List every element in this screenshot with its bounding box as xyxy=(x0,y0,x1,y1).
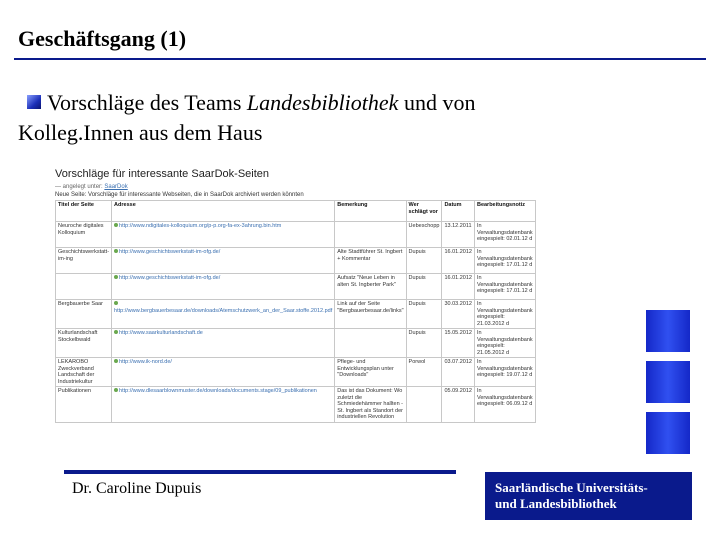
cell-address[interactable] xyxy=(112,222,335,248)
logo-line2: und Landesbibliothek xyxy=(495,496,617,511)
bullet-text-line2: Kolleg.Innen aus dem Haus xyxy=(18,120,263,145)
cell-note: In Verwaltungsdatenbank eingespielt: 06.09.12 d xyxy=(474,387,535,423)
column-header: Adresse xyxy=(112,201,335,222)
globe-icon xyxy=(114,249,118,253)
screenshot-note: Neue Seite: Vorschläge für interessante Webseiten, die in SaarDok archiviert werden könnten xyxy=(55,192,304,198)
column-header: Datum xyxy=(442,201,475,222)
cell-date: 05.09.2012 xyxy=(442,387,475,423)
table-row xyxy=(56,222,536,248)
bullet-text xyxy=(27,88,475,117)
cell-title: Publikationen xyxy=(56,387,112,423)
cell-note: In Verwaltungsdatenbank eingespielt: 21.03.2012 d xyxy=(474,300,535,329)
globe-icon xyxy=(114,275,118,279)
saardok-link[interactable]: SaarDok xyxy=(104,184,128,190)
decor-square-1 xyxy=(646,310,690,352)
cell-note: In Verwaltungsdatenbank eingespielt: 17.01.12 d xyxy=(474,248,535,274)
cell-proposer: Dupuis xyxy=(406,248,442,274)
cell-remark: Link auf der Seite "Bergbauerbesaar.de/links" xyxy=(335,300,406,329)
cell-remark: Das ist das Dokument: Wo zuletzt die Schmiedehämmer hallten - St. Ingbert als Standort der industriellen Revolution xyxy=(335,387,406,423)
globe-icon xyxy=(114,359,118,363)
footer-divider xyxy=(64,470,456,474)
globe-icon xyxy=(114,223,118,227)
logo-line1: Saarländische Universitäts- xyxy=(495,480,648,495)
cell-note: In Verwaltungsdatenbank eingespielt: 02.01.12 d xyxy=(474,222,535,248)
table-header-row xyxy=(56,201,536,222)
title-divider xyxy=(14,58,706,60)
cell-proposer: Dupuis xyxy=(406,300,442,329)
footer-author: Dr. Caroline Dupuis xyxy=(72,480,202,497)
cell-remark: Alte Stadtführer St. Ingbert + Kommentar xyxy=(335,248,406,274)
bullet-square-icon xyxy=(27,95,41,109)
cell-date: 16.01.2012 xyxy=(442,274,475,300)
cell-address[interactable] xyxy=(112,329,335,358)
cell-remark xyxy=(335,329,406,358)
table-row xyxy=(56,358,536,387)
cell-date: 03.07.2012 xyxy=(442,358,475,387)
address-link[interactable]: http://www.dlesaarblownmuster.de/downloads/documents.stage/09_publikationen xyxy=(119,388,317,394)
cell-date: 30.03.2012 xyxy=(442,300,475,329)
globe-icon xyxy=(114,388,118,392)
slide-title: Geschäftsgang (1) xyxy=(18,26,187,51)
cell-proposer: Dupuis xyxy=(406,329,442,358)
embedded-screenshot xyxy=(50,165,533,447)
decor-square-2 xyxy=(646,361,690,403)
screenshot-title: Vorschläge für interessante SaarDok-Seiten xyxy=(55,168,270,180)
address-link[interactable]: http://www.ndigitales-kolloquium.org/p-p.org-fa-ex-3ahrung.bin.htm xyxy=(119,223,282,229)
cell-date: 16.01.2012 xyxy=(442,248,475,274)
cell-proposer: Uebeschopp xyxy=(406,222,442,248)
cell-address[interactable] xyxy=(112,387,335,423)
address-link[interactable]: http://www.geschichtswerkstatt-im-ofg.de/ xyxy=(119,249,221,255)
cell-title: Kulturlandschaft Stockelbwald xyxy=(56,329,112,358)
column-header: Bemerkung xyxy=(335,201,406,222)
cell-address[interactable] xyxy=(112,248,335,274)
cell-remark: Aufsatz "Neue Leben in alten St. Ingberter Park" xyxy=(335,274,406,300)
institution-logo-box xyxy=(485,472,692,520)
column-header: Bearbeitungsnotiz xyxy=(474,201,535,222)
cell-proposer: Dupuis xyxy=(406,274,442,300)
table-row xyxy=(56,387,536,423)
cell-title: LEKAROBO Zweckverband Landschaft der Industriekultur xyxy=(56,358,112,387)
globe-icon xyxy=(114,301,118,305)
bullet-part1: Vorschläge des Teams xyxy=(47,90,247,115)
cell-remark: Pflege- und Entwicklungsplan unter "Downloads" xyxy=(335,358,406,387)
address-link[interactable]: http://www.ik-nord.de/ xyxy=(119,359,172,365)
column-header: Wer schlägt vor xyxy=(406,201,442,222)
cell-address[interactable] xyxy=(112,300,335,329)
cell-title: Bergbauerbe Saar xyxy=(56,300,112,329)
decor-square-3 xyxy=(646,412,690,454)
column-header: Titel der Seite xyxy=(56,201,112,222)
address-link[interactable]: http://www.bergbauerbesaar.de/downloads/Atemschutzwerk_an_der_Saar.stoffe.2012.pdf xyxy=(114,307,333,314)
cell-title: Neuroche digitales Kolloquium xyxy=(56,222,112,248)
cell-address[interactable] xyxy=(112,358,335,387)
cell-proposer xyxy=(406,387,442,423)
address-link[interactable]: http://www.saarkulturlandschaft.de xyxy=(119,330,203,336)
bullet-italic: Landesbibliothek xyxy=(246,90,399,115)
cell-note: In Verwaltungsdatenbank eingespielt: 21.05.2012 d xyxy=(474,329,535,358)
cell-proposer: Porwol xyxy=(406,358,442,387)
cell-title xyxy=(56,274,112,300)
address-link[interactable]: http://www.geschichtswerkstatt-im-ofg.de/ xyxy=(119,275,221,281)
screenshot-subtitle xyxy=(55,184,128,190)
cell-note: In Verwaltungsdatenbank eingespielt: 17.01.12 d xyxy=(474,274,535,300)
cell-title: Geschichtswerkstatt-im-ing xyxy=(56,248,112,274)
cell-remark xyxy=(335,222,406,248)
cell-note: In Verwaltungsdatenbank eingespielt: 19.07.12 d xyxy=(474,358,535,387)
bullet-part2: und von xyxy=(398,90,476,115)
subtitle-prefix: — angelegt unter: xyxy=(55,184,105,190)
cell-date: 15.05.2012 xyxy=(442,329,475,358)
cell-address[interactable] xyxy=(112,274,335,300)
proposals-table xyxy=(55,200,536,423)
globe-icon xyxy=(114,330,118,334)
table-row xyxy=(56,300,536,329)
table-row xyxy=(56,248,536,274)
cell-date: 13.12.2011 xyxy=(442,222,475,248)
table-row xyxy=(56,274,536,300)
table-row xyxy=(56,329,536,358)
